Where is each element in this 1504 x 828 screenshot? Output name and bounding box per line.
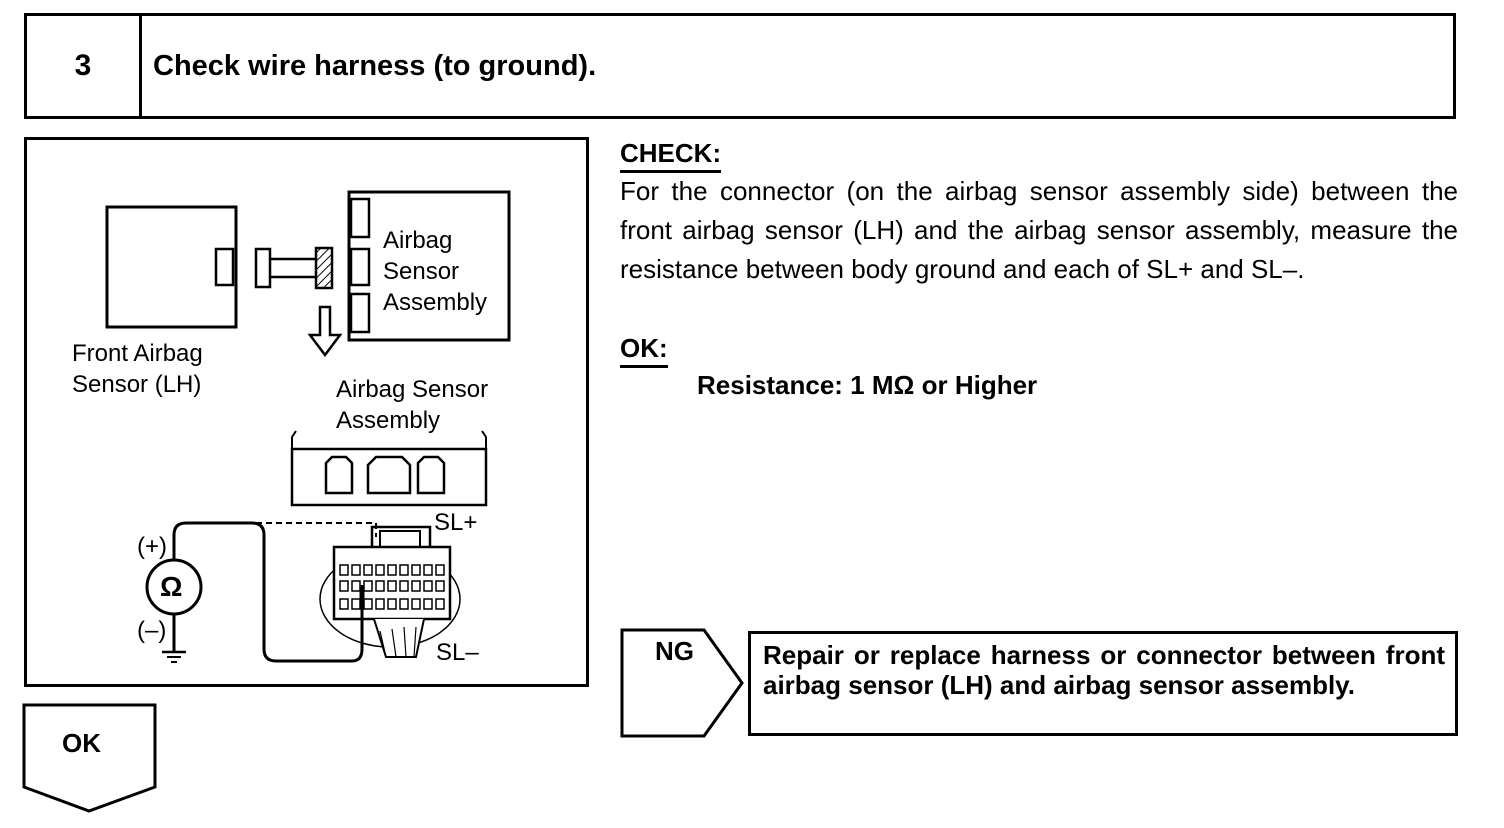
front-sensor-label-line2: Sensor (LH) (72, 371, 202, 398)
front-airbag-sensor-shape (107, 207, 236, 327)
assembly-label-line1: Airbag (383, 227, 453, 254)
connector-label-line2: Assembly (336, 407, 441, 434)
connector-plug-shape (256, 248, 332, 288)
connector-label-line1: Airbag Sensor (336, 376, 489, 403)
ok-result-label: OK (62, 728, 101, 758)
wiring-diagram-drawing (24, 137, 589, 687)
step-title: Check wire harness (to ground). (153, 49, 597, 82)
ng-action-box (748, 631, 1458, 736)
step-header (24, 13, 1456, 119)
resistance-spec: Resistance: 1 MΩ or Higher (697, 370, 1038, 400)
probe-plus-label: (+) (137, 533, 167, 560)
wiring-diagram (24, 137, 589, 687)
probe-minus-label: (–) (137, 617, 167, 644)
front-sensor-label-line1: Front Airbag (72, 340, 203, 367)
ok-arrow-icon (22, 703, 158, 815)
ng-label: NG (655, 636, 694, 666)
ng-action-text: Repair or replace harness or connector between front airbag sensor (LH) and airbag sensor assembly. (763, 640, 1445, 700)
assembly-label-line3: Assembly (383, 289, 488, 316)
terminal-sl-plus-label: SL+ (434, 509, 478, 536)
disconnect-arrow-icon (310, 307, 340, 355)
check-heading: CHECK: (620, 138, 721, 173)
step-number: 3 (27, 16, 142, 116)
ohm-symbol-icon: Ω (160, 571, 183, 602)
assembly-connector-housing (292, 431, 486, 505)
ok-heading: OK: (620, 333, 668, 368)
terminal-sl-minus-label: SL– (436, 639, 479, 666)
assembly-label-line2: Sensor (383, 258, 460, 285)
check-instructions: For the connector (on the airbag sensor assembly side) between the front airbag sensor (LH) and the airbag sensor assembly, measure the resistance between body ground and each of SL+ and SL–. (620, 176, 1458, 284)
